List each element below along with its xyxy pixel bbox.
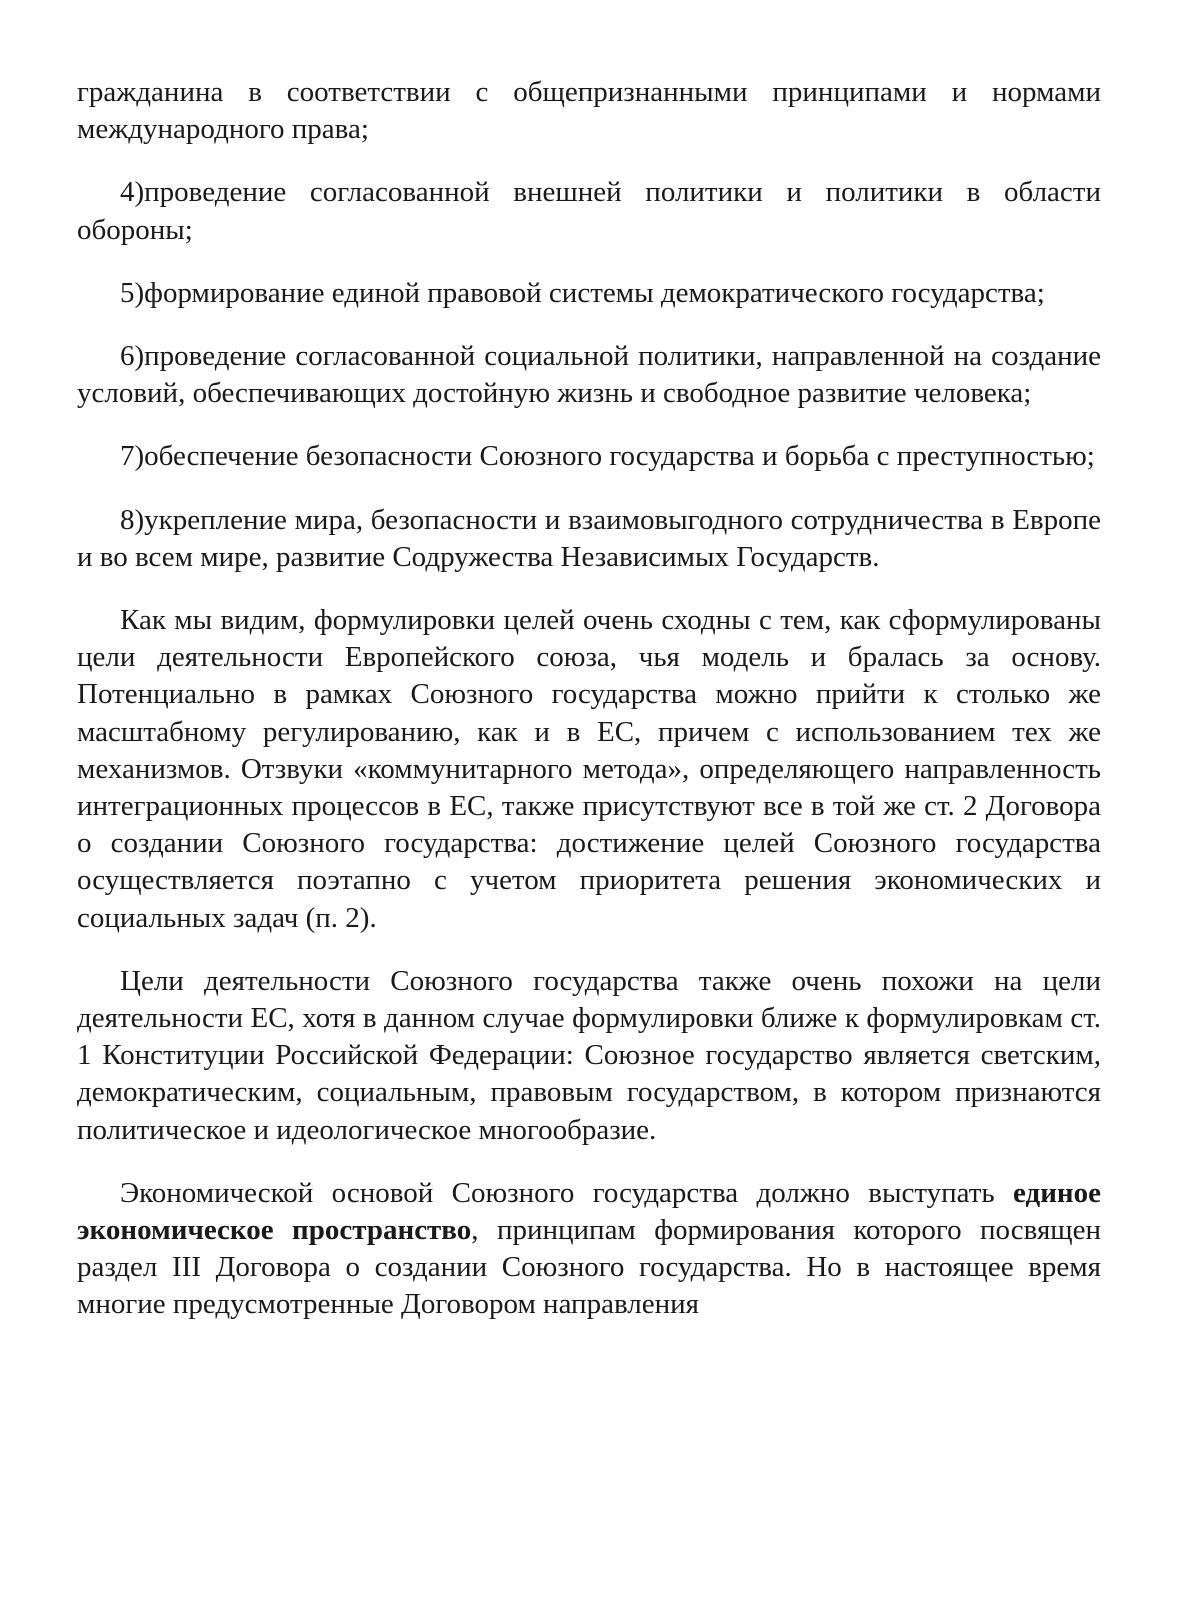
paragraph-analysis: Как мы видим, формулировки целей очень сходны с тем, как сформулированы цели деятельности Европейского союза, чья модель и бралась за основу. Потенциально в рамках Союзного государства можно прийти к столько же масштабному регулированию, как и в ЕС, причем с использованием тех же механизмов. Отзвуки «коммунитарного метода», определяющего направленность интеграционных процессов в ЕС, также присутствуют все в той же ст. 2 Договора о создании Союзного государства: достижение целей Союзного государства осуществляется поэтапно с учетом приоритета решения экономических и социальных задач (п. 2). <box>77 604 1101 934</box>
document-page <box>77 74 1101 1324</box>
paragraph-text-after: , принципам формирования которого посвящен раздел III Договора о создании Союзного государства. Но в настоящее время многие предусмотренные Договором направления <box>77 1214 1101 1321</box>
list-item-8: 8)укрепление мира, безопасности и взаимовыгодного сотрудничества в Европе и во всем мире, развитие Содружества Независимых Государств. <box>77 503 1101 573</box>
bold-term: единое экономическое пространство <box>77 1176 1101 1247</box>
paragraph-text-before: Экономической основой Союзного государства должно выступать <box>120 1176 1014 1209</box>
paragraph-economic-basis <box>77 1175 1101 1324</box>
paragraph-continuation: гражданина в соответствии с общепризнанными принципами и нормами международного права; <box>77 76 1101 146</box>
paragraph-goals: Цели деятельности Союзного государства также очень похожи на цели деятельности ЕС, хотя в данном случае формулировки ближе к формулировкам ст. 1 Конституции Российской Федерации: Союзное государство является светским, демократическим, социальным, правовым государством, в котором признаются политическое и идеологическое многообразие. <box>77 964 1101 1146</box>
list-item-4: 4)проведение согласованной внешней политики и политики в области обороны; <box>77 176 1101 246</box>
list-item-5: 5)формирование единой правовой системы демократического государства; <box>120 276 1045 309</box>
list-item-6: 6)проведение согласованной социальной политики, направленной на создание условий, обеспечивающих достойную жизнь и свободное развитие человека; <box>77 340 1101 410</box>
list-item-7: 7)обеспечение безопасности Союзного государства и борьба с преступностью; <box>120 440 1095 473</box>
